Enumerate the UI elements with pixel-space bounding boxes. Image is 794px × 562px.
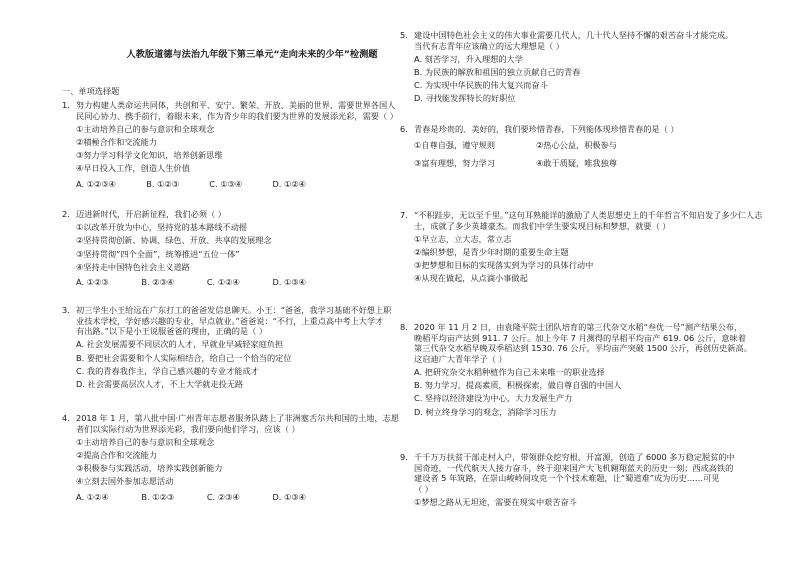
choice-c: C. ①②④ [206, 276, 240, 287]
choice-a: A. ①②③ [76, 276, 109, 287]
option-item: C. 为实现中华民族的伟大复兴而奋斗 [414, 80, 548, 91]
question-stem-line: 2020 年 11 月 2 日，由袁隆平院士团队培育的第三代杂交水稻“叁优一号”测产结果公布， [414, 322, 743, 332]
question-number: 3. [62, 305, 70, 315]
option-item: B. 努力学习，提高素质，积极探索，做自尊自强的中国人 [414, 380, 622, 391]
answer-choices [76, 179, 306, 190]
question-stem-line: （ ） [414, 483, 433, 494]
question-stem-line: 初三学生小王给远在广东打工的爸爸发信息聊天。小王：“爸爸，我学习基础不好想上职 [76, 305, 392, 315]
choice-a: A. ①②④ [76, 491, 109, 502]
question-number: 5. [400, 30, 408, 40]
option-item: B. 为民族的解放和祖国的独立贡献自己的青春 [414, 66, 581, 77]
question-stem-line: 民同心协力、携手前行，着眼未来，作为青少年的我们要为世界的发展添光彩，需要（ ） [76, 110, 398, 121]
option-item: D. 寻找能发挥特长的好职位 [414, 93, 516, 104]
page-title: 人教版道德与法治九年级下第三单元“走向未来的少年”检测题 [126, 49, 378, 60]
option-item: B. 要把社会需要和个人实际相结合，给自己一个恰当的定位 [76, 352, 292, 363]
option-item: ①梦想之路从无坦途，需要在现实中艰苦奋斗 [414, 496, 577, 507]
question-6 [400, 124, 740, 169]
question-stem-line: 建设者 5 年筑路，在崇山峻岭间攻克一个个技术难题，让“蜀道难”成为历史……可见 [414, 473, 720, 484]
option-item: ④立刻去国外参加志愿活动 [76, 476, 174, 487]
choice-b: B. ②③④ [141, 276, 175, 287]
option-item: ①自尊自强，遵守规则 ②热心公益，积极参与 [414, 139, 617, 150]
option-item: ③把梦想和目标的实现落实到为学习的具体行动中 [414, 260, 594, 271]
question-number: 4. [62, 413, 70, 423]
option-item: A. 把研究杂交水稻种植作为自己未来唯一的职业选择 [414, 366, 605, 377]
option-item: ③努力学习科学文化知识，培养创新思维 [76, 150, 223, 161]
question-stem-line: 努力构建人类命运共同体，共创和平、安宁、繁荣、开放、美丽的世界，需要世界各国人 [76, 100, 396, 110]
option-item: ④从现在做起，从点滴小事做起 [414, 273, 528, 284]
question-stem-line: 士，成就了多少英雄豪杰。而我们中学生要实现目标和梦想，就要（ ） [414, 220, 671, 231]
choice-b: B. ①②③ [146, 178, 180, 189]
option-item: ④坚持走中国特色社会主义道路 [76, 261, 190, 272]
question-8 [400, 322, 752, 417]
question-9 [400, 452, 740, 508]
question-7 [400, 210, 763, 284]
question-stem-line: 建设中国特色社会主义的伟大事业需要几代人，几十代人坚持不懈的艰苦奋斗才能完成。 [414, 30, 734, 40]
option-item: ①主动培养自己的参与意识和全球观念 [76, 123, 215, 134]
question-stem-line: 2018 年 1 月，第八批中国·广州青年志愿者服务队踏上了非洲塞舌尔共和国的土地，志愿 [76, 413, 400, 423]
question-stem-line: 者们以实际行动为世界添光彩，我们要向他们学习，应该（ ） [76, 423, 300, 434]
question-number: 7. [400, 210, 408, 220]
option-item: ②積極合作和交流能力 [76, 136, 158, 147]
option-item: D. 树立终身学习的观念，消除学习压力 [414, 406, 557, 417]
question-3 [62, 305, 402, 390]
choice-b: B. ①②③ [141, 491, 175, 502]
question-stem-line: 国奇迹，一代代航天人接力奋斗，终于迎来国产大飞机翱翔蓝天的历史一刻；西成高铁的 [414, 462, 734, 473]
question-stem-line: 迈进新时代，开启新征程，我们必须（ ） [76, 209, 226, 219]
option-item: C. 坚持以经济建设为中心，大力发展生产力 [414, 393, 573, 404]
question-stem-line: 有出路。”以下是小王说服爸爸的理由，正确的是（ ） [76, 326, 268, 337]
option-item: ①以改革开放为中心，坚持党的基本路线不动摇 [76, 222, 248, 233]
section-heading: 一、单项选择题 [62, 86, 120, 96]
question-4 [62, 413, 402, 502]
question-stem-line: 青春是珍贵的、美好的，我们要珍惜青春，下列能体现珍惜青春的是（ ） [414, 124, 679, 134]
question-number: 2. [62, 209, 70, 219]
choice-d: D. ①②④ [272, 178, 306, 189]
answer-choices [76, 277, 306, 288]
question-stem-line: 这启迪广大青年学子（ ） [414, 353, 507, 364]
option-item: ①主动培养自己的参与意识和全球观念 [76, 436, 215, 447]
question-stem-line: 当代有志青年应该确立的远大理想是（ ） [414, 40, 564, 51]
question-1 [62, 100, 402, 189]
choice-a: A. ①②③④ [76, 178, 117, 189]
question-stem-line: “不积跬步，无以至千里。”这句耳熟能详的激励了人类思想史上的千年哲言不知启发了多少仁人志 [414, 210, 763, 220]
question-number: 6. [400, 124, 408, 134]
option-item: A. 刻苦学习，升入理想的大学 [414, 53, 523, 64]
question-number: 1. [62, 100, 70, 110]
option-item: ②提高合作和交流能力 [76, 449, 158, 460]
option-item: D. 社会需要高层次人才，不上大学就走投无路 [76, 378, 244, 389]
option-item: ③富有理想，努力学习 ④敢于质疑，唯我独尊 [414, 158, 617, 169]
option-item: ②编织梦想，是青少年时期的重要生命主题 [414, 246, 569, 257]
question-number: 8. [400, 322, 408, 332]
question-stem-line: 业技术学校，学好感兴趣的专业，早点就业。”爸爸说：“不行，上重点高中考上大学才 [76, 315, 384, 326]
option-item: A. 社会发展需要不同层次的人才，早就业早减轻家庭负担 [76, 339, 284, 350]
answer-choices [76, 492, 306, 503]
choice-d: D. ①③④ [272, 491, 306, 502]
option-item: ③坚持贯彻“四个全面”，统筹推进“五位一体” [76, 248, 240, 259]
option-item: ①早立志，立大志，常立志 [414, 233, 512, 244]
question-stem-line: 千千万万扶贫干部走村入户，带领群众挖穷根、开富源，创造了 6000 多万稳定脱贫的中 [414, 452, 735, 462]
choice-d: D. ①③④ [272, 276, 306, 287]
option-item: C. 我的青春我作主，学自己感兴趣的专业才能成才 [76, 365, 259, 376]
question-5 [400, 30, 740, 104]
option-item: ④早日投入工作，创造人生价值 [76, 163, 190, 174]
option-item: ③积极参与实践活动，培养实践创新能力 [76, 463, 223, 474]
question-2 [62, 209, 402, 288]
choice-c: C. ②③④ [206, 491, 240, 502]
question-stem-line: 晚稻平均亩产达到 911. 7 公斤。加上今年 7 月测得的早稻平均亩产 619. 06 公斤，意味着 [414, 332, 746, 343]
question-number: 9. [400, 452, 408, 462]
choice-c: C. ①③④ [209, 178, 243, 189]
question-stem-line: 第三代杂交水稻早晚双季稻达到 1530. 76 公斤，平均亩产突破 1500 公斤，再创历史新高。 [414, 343, 752, 354]
option-item: ②坚持贯彻创新、协调、绿色、开放、共享的发展理念 [76, 235, 272, 246]
